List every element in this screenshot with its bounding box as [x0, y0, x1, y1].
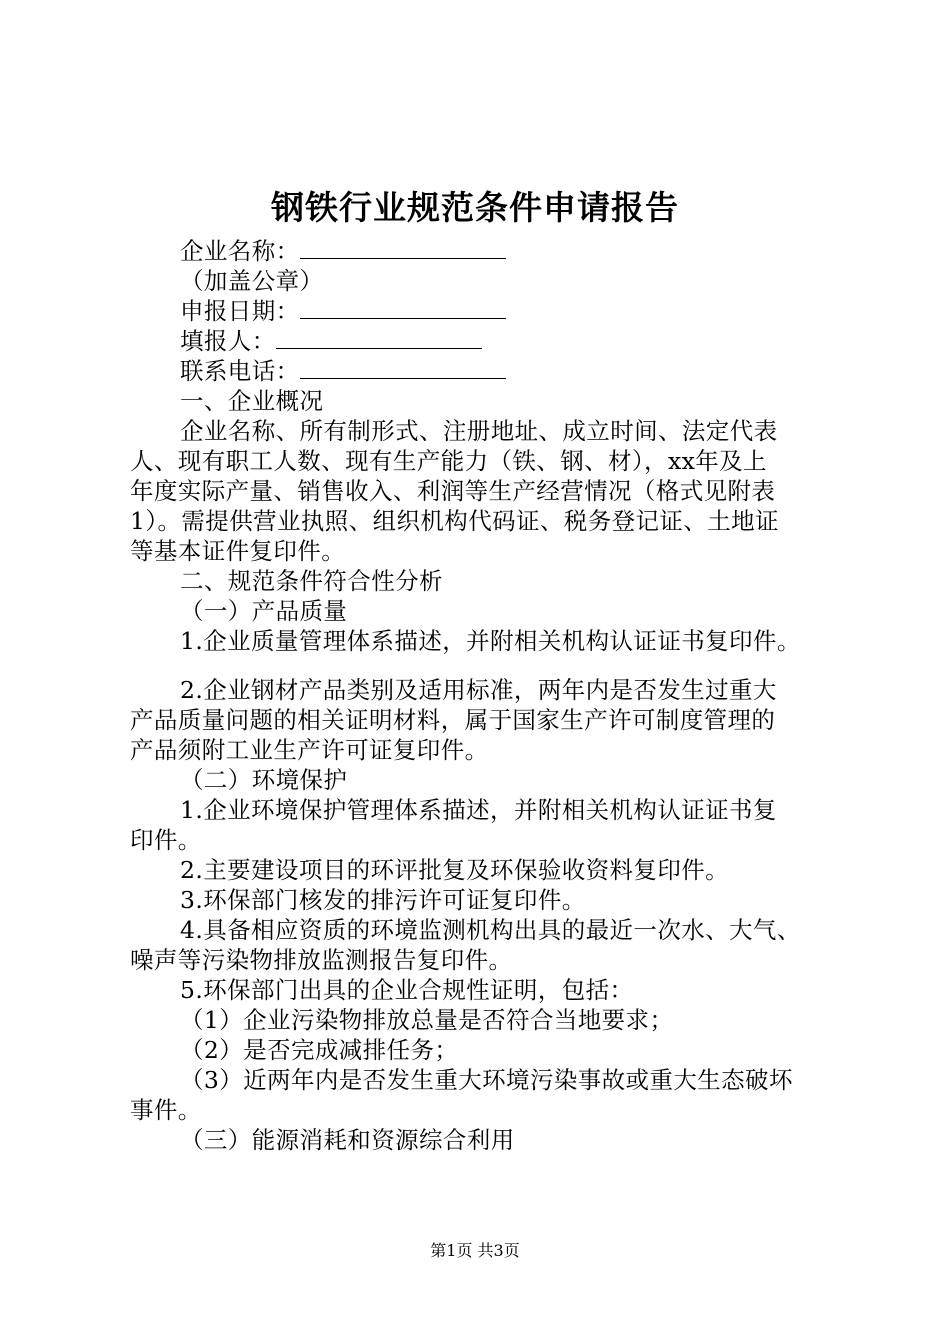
paragraph-line: 产品质量问题的相关证明材料，属于国家生产许可制度管理的	[130, 706, 776, 734]
section-1-paragraph	[130, 416, 835, 566]
paragraph-line: 产品须附工业生产许可证复印件。	[130, 736, 489, 764]
company-name-blank[interactable]	[300, 236, 506, 259]
paragraph-line: 年度实际产量、销售收入、利润等生产经营情况（格式见附表	[130, 477, 776, 505]
reporter-blank[interactable]	[276, 326, 482, 349]
environment-item-3: 3.环保部门核发的排污许可证复印件。	[180, 886, 586, 914]
field-label: 联系电话：	[180, 357, 300, 385]
subsection-product-quality-heading: （一）产品质量	[180, 597, 348, 625]
paragraph-line: （3）近两年内是否发生重大环境污染事故或重大生态破坏	[180, 1066, 793, 1094]
field-application-date	[130, 296, 835, 326]
environment-item-5: 5.环保部门出具的企业合规性证明，包括：	[180, 976, 634, 1004]
paragraph-line: 噪声等污染物排放监测报告复印件。	[130, 946, 513, 974]
paragraph-line: 印件。	[130, 826, 202, 854]
paragraph-line: 人、现有职工人数、现有生产能力（铁、钢、材），xx年及上	[130, 447, 767, 475]
document-title: 钢铁行业规范条件申请报告	[271, 188, 679, 227]
subsection-energy-heading: （三）能源消耗和资源综合利用	[180, 1126, 515, 1154]
environment-item-5-sub-2: （2）是否完成减排任务；	[180, 1036, 459, 1064]
product-quality-item-2	[130, 675, 835, 765]
document-body	[130, 236, 835, 1155]
paragraph-line: 1）。需提供营业执照、组织机构代码证、税务登记证、土地证	[130, 507, 779, 535]
environment-item-4	[130, 915, 835, 975]
paragraph-line: 2.企业钢材产品类别及适用标准，两年内是否发生过重大	[180, 676, 777, 704]
environment-item-5-sub-3	[130, 1065, 835, 1125]
environment-item-5-sub-1: （1）企业污染物排放总量是否符合当地要求；	[180, 1006, 674, 1034]
product-quality-item-1: 1.企业质量管理体系描述，并附相关机构认证证书复印件。	[180, 627, 801, 655]
phone-blank[interactable]	[300, 356, 506, 379]
environment-item-2: 2.主要建设项目的环评批复及环保验收资料复印件。	[180, 856, 730, 884]
paragraph-line: 等基本证件复印件。	[130, 537, 346, 565]
section-2-heading: 二、规范条件符合性分析	[180, 567, 443, 595]
environment-item-1	[130, 795, 835, 855]
page-footer: 第1页 共3页	[430, 1241, 520, 1260]
field-label: 申报日期：	[180, 297, 300, 325]
paragraph-line: 企业名称、所有制形式、注册地址、成立时间、法定代表	[180, 417, 778, 445]
blank-line	[130, 656, 835, 675]
paragraph-line: 1.企业环境保护管理体系描述，并附相关机构认证证书复	[180, 796, 777, 824]
paragraph-line: 事件。	[130, 1096, 202, 1124]
field-label: 填报人：	[180, 327, 276, 355]
field-label: 企业名称：	[180, 237, 300, 265]
field-reporter	[130, 326, 835, 356]
paragraph-line: 4.具备相应资质的环境监测机构出具的最近一次水、大气、	[180, 916, 801, 944]
field-phone	[130, 356, 835, 386]
subsection-environment-heading: （二）环境保护	[180, 766, 348, 794]
field-seal-note	[130, 266, 835, 296]
field-company-name	[130, 236, 835, 266]
application-date-blank[interactable]	[300, 296, 506, 319]
field-label: （加盖公章）	[180, 267, 324, 295]
section-1-heading: 一、企业概况	[180, 387, 324, 415]
